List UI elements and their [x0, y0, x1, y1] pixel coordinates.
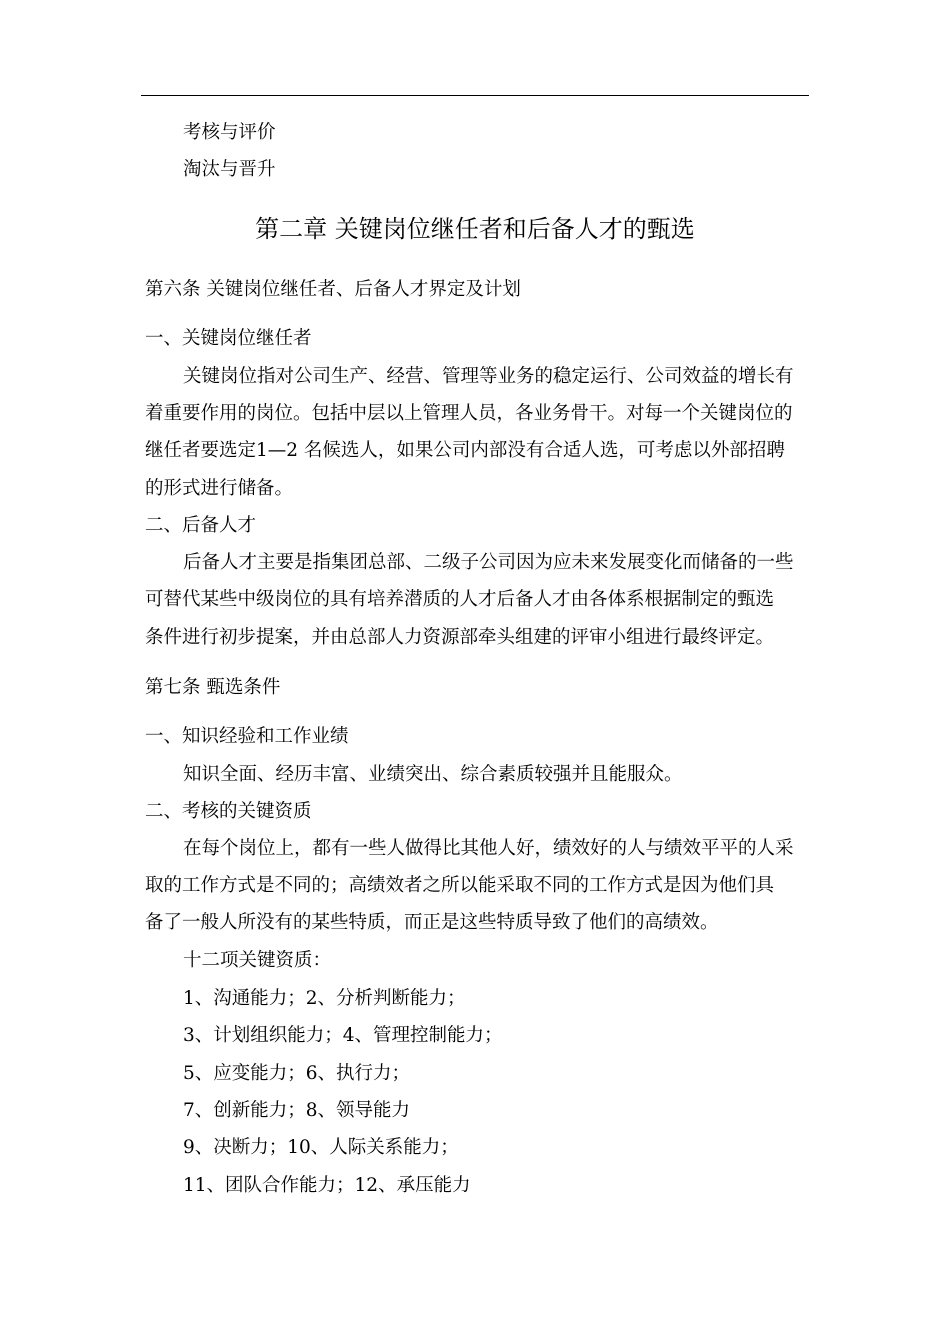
list-item: 3、计划组织能力；4、管理控制能力；: [183, 1025, 503, 1046]
paragraph-line: 可替代某些中级岗位的具有培养潜质的人才后备人才由各体系根据制定的甄选: [145, 589, 775, 610]
article-heading: 第六条 关键岗位继任者、后备人才界定及计划: [145, 279, 521, 300]
paragraph-line: 取的工作方式是不同的；高绩效者之所以能采取不同的工作方式是因为他们具: [145, 875, 775, 896]
list-item: 7、创新能力；8、领导能力: [183, 1100, 411, 1121]
article-heading: 第七条 甄选条件: [145, 677, 281, 698]
toc-item: 考核与评价: [183, 122, 276, 143]
chapter-title: 第二章 关键岗位继任者和后备人才的甄选: [255, 215, 695, 243]
section-heading: 一、知识经验和工作业绩: [145, 726, 349, 747]
paragraph-line: 继任者要选定1—2 名候选人，如果公司内部没有合适人选，可考虑以外部招聘: [145, 440, 785, 461]
list-item: 1、沟通能力；2、分析判断能力；: [183, 988, 466, 1009]
paragraph-line: 关键岗位指对公司生产、经营、管理等业务的稳定运行、公司效益的增长有: [183, 366, 794, 387]
paragraph-line: 备了一般人所没有的某些特质，而正是这些特质导致了他们的高绩效。: [145, 912, 719, 933]
list-intro: 十二项关键资质：: [183, 950, 332, 971]
paragraph-line: 着重要作用的岗位。包括中层以上管理人员，各业务骨干。对每一个关键岗位的: [145, 403, 793, 424]
section-heading: 一、关键岗位继任者: [145, 328, 312, 349]
section-heading: 二、考核的关键资质: [145, 801, 312, 822]
paragraph-line: 的形式进行储备。: [145, 478, 294, 499]
paragraph-line: 在每个岗位上，都有一些人做得比其他人好，绩效好的人与绩效平平的人采: [183, 838, 794, 859]
list-item: 11、团队合作能力；12、承压能力: [183, 1175, 471, 1196]
paragraph-line: 条件进行初步提案，并由总部人力资源部牵头组建的评审小组进行最终评定。: [145, 627, 775, 648]
list-item: 9、决断力；10、人际关系能力；: [183, 1137, 459, 1158]
list-item: 5、应变能力；6、执行力；: [183, 1063, 411, 1084]
header-rule: [141, 95, 809, 96]
toc-item: 淘汰与晋升: [183, 159, 276, 180]
paragraph-line: 知识全面、经历丰富、业绩突出、综合素质较强并且能服众。: [183, 764, 683, 785]
paragraph-line: 后备人才主要是指集团总部、二级子公司因为应未来发展变化而储备的一些: [183, 552, 794, 573]
section-heading: 二、后备人才: [145, 515, 257, 536]
